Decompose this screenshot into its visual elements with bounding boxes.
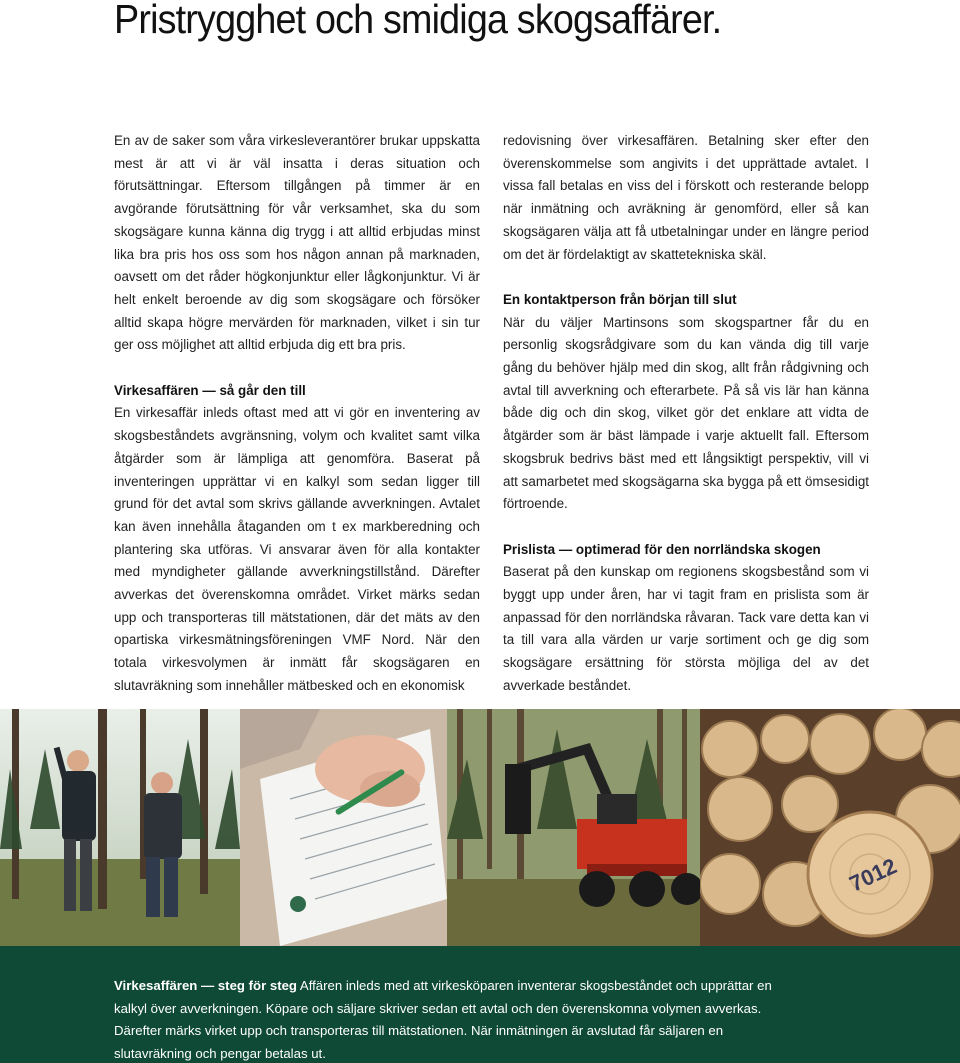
forest-advisors-photo bbox=[0, 709, 240, 946]
right-column bbox=[503, 130, 869, 698]
kontaktperson-paragraph: När du väljer Martinsons som skogspartner får du en personlig skogsrådgivare som du kan vända dig till varje gång du behöver hjälp med din skog, allt från rådgivning och avtal till avverkning och efterarbete. På så vis lär han känna både dig och din skog, vilket gör det enklare att vidta de åtgärder som är bäst lämpade i varje aktuellt fall. Eftersom skogsbruk bedrivs bäst med ett långsiktigt perspektiv, vill vi att samarbetet med skogsägarna ska bygga på ett ömsesidigt förtroende. bbox=[503, 314, 869, 512]
section-heading-prislista: Prislista — optimerad för den norrländska skogen bbox=[503, 541, 821, 557]
footer-panel bbox=[0, 946, 960, 1063]
section-heading-virkesaffaren: Virkesaffären — så går den till bbox=[114, 382, 306, 398]
prislista-paragraph: Baserat på den kunskap om regionens skogsbestånd som vi byggt upp under åren, har vi tagit fram en prislista som är anpassad för den norrländska råvaran. Tack vare detta kan vi ta till vara alla värden ur varje sortiment och ge dig som skogsägare ersättning för största möjliga del av det avverkade beståndet. bbox=[503, 564, 869, 693]
footer-lead: Virkesaffären — steg för steg bbox=[114, 978, 297, 993]
left-column bbox=[114, 130, 480, 698]
log-mark-text: 7012 bbox=[845, 853, 901, 897]
intro-paragraph: En av de saker som våra virkesleverantörer brukar uppskatta mest är att vi är väl insatta i deras situation och förutsättningar. Eftersom tillgången på timmer är en avgörande förutsättning för vår verksamhet, ska du som skogsägare kunna känna dig trygg i att alltid erbjudas minst lika bra pris hos oss som hos någon annan på marknaden, oavsett om det råder högkonjunktur eller lågkonjunktur. Vi är helt enkelt beroende av dig som skogsägare och försöker alltid skapa högre mervärden för marknaden, vilket i sin tur ger oss möjlighet att alltid erbjuda dig ett bra pris. bbox=[114, 133, 480, 353]
continuation-paragraph: redovisning över virkesaffären. Betalning sker efter den överenskommelse som angivits i det upprättade avtalet. I vissa fall betalas en viss del i förskott och resterande belopp när inmätning och avräkning är genomförd, eller så kan skogsägaren välja att få utbetalningar under en längre period om det är fördelaktigt av skattetekniska skäl. bbox=[503, 133, 869, 262]
log-pile-photo bbox=[700, 709, 960, 946]
footer-caption bbox=[114, 975, 804, 1063]
section-heading-kontaktperson: En kontaktperson från början till slut bbox=[503, 291, 737, 307]
photo-strip bbox=[0, 709, 960, 946]
virkesaffaren-paragraph: En virkesaffär inleds oftast med att vi gör en inventering av skogsbeståndets avgränsning, volym och kvalitet samt vilka åtgärder som är lämpliga att genomföra. Baserat på inventeringen upprättar vi en kalkyl som sedan ligger till grund för det avtal som skrivs gällande avverkningen. Avtalet kan även innehålla åtaganden om t ex markberedning och plantering ska utföras. Vi ansvarar även för alla kontakter med myndigheter gällande avverkningstillstånd. Därefter avverkas det överenskomna området. Virket märks sedan upp och transporteras till mätstationen, där det mäts av den opartiska virkesmätningsföreningen VMF Nord. När den totala virkesvolymen är inmätt får skogsägaren en slutavräkning som innehåller mätbesked och en ekonomisk bbox=[114, 405, 480, 693]
footer-body: Affären inleds med att virkesköparen inventerar skogsbeståndet och upprättar en kalkyl över avverkningen. Köpare och säljare skriver sedan ett avtal och den överenskomna volymen avverkas. Därefter märks virket upp och transporteras till mätstationen. När inmätningen är avslutad får säljaren en slutavräkning och pengar betalas ut. bbox=[114, 978, 772, 1061]
harvester-photo bbox=[447, 709, 700, 946]
contract-signing-photo bbox=[240, 709, 447, 946]
page-title: Pristrygghet och smidiga skogsaffärer. bbox=[114, 0, 722, 42]
